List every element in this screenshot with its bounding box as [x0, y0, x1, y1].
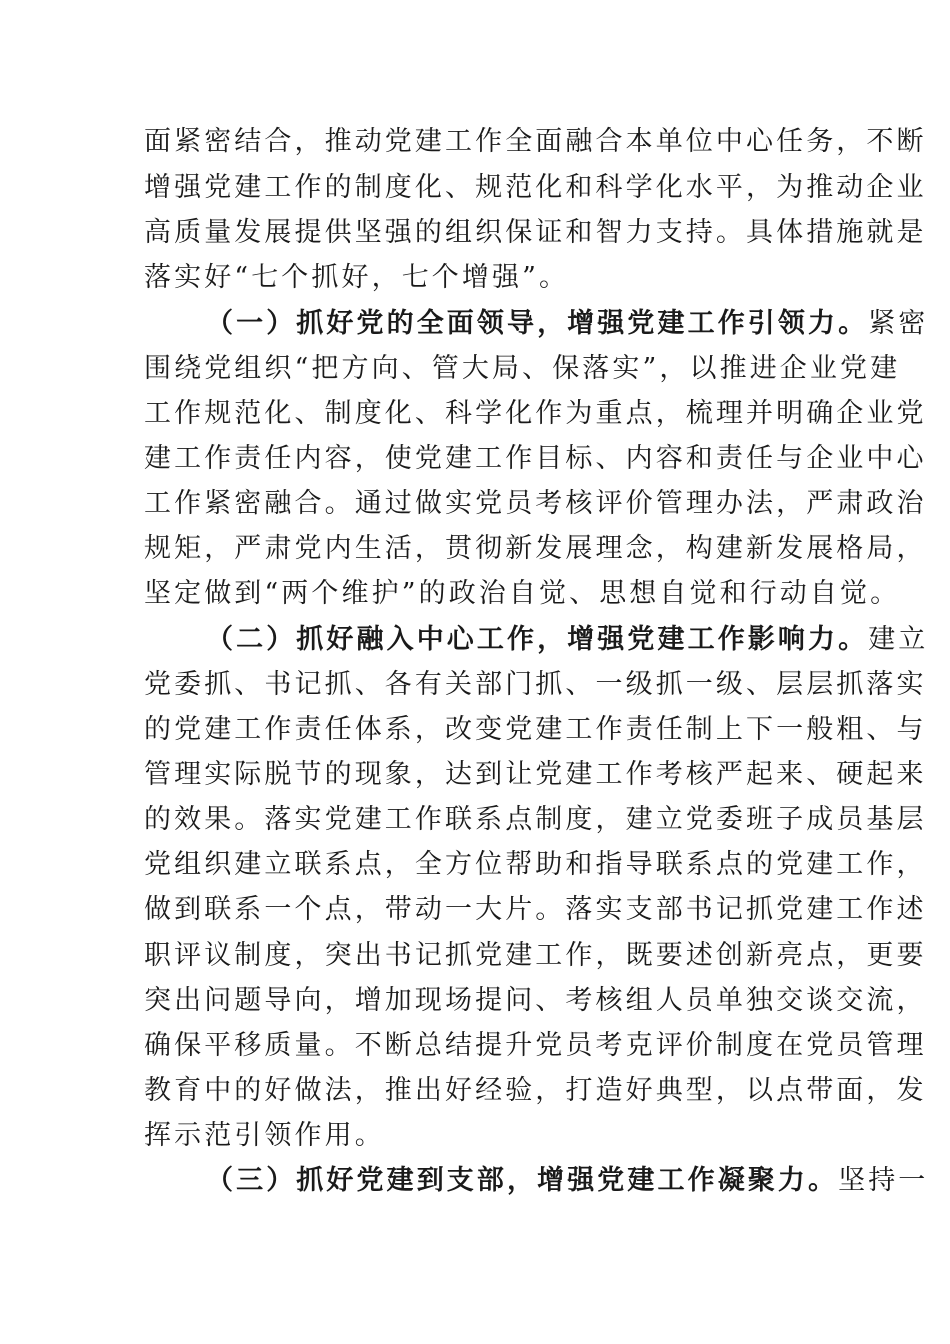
section-heading-line — [206, 622, 928, 658]
line-text: 挥示范引领作用。 — [144, 1120, 385, 1151]
line-text: 的效果。落实党建工作联系点制度，建立党委班子成员基层 — [144, 804, 927, 835]
paragraph-line — [144, 1028, 927, 1064]
paragraph-line — [144, 1118, 385, 1154]
paragraph-line — [144, 938, 927, 974]
paragraph-line — [144, 396, 927, 432]
paragraph-line — [144, 170, 927, 206]
line-text: 坚持一 — [838, 1165, 929, 1196]
section-heading: （三）抓好党建到支部，增强党建工作凝聚力。 — [206, 1165, 839, 1196]
line-text: 建立 — [868, 624, 929, 655]
line-text: 建工作责任内容，使党建工作目标、内容和责任与企业中心 — [144, 443, 927, 474]
paragraph-line — [144, 712, 927, 748]
paragraph-line — [144, 983, 927, 1019]
line-text: 突出问题导向，增加现场提问、考核组人员单独交谈交流， — [144, 985, 927, 1016]
line-text: 面紧密结合，推动党建工作全面融合本单位中心任务，不断 — [144, 126, 927, 157]
line-text: 的党建工作责任体系，改变党建工作责任制上下一般粗、与 — [144, 714, 927, 745]
section-heading-line — [206, 306, 928, 342]
section-heading-line — [206, 1163, 928, 1199]
paragraph-line — [144, 892, 927, 928]
paragraph-line — [144, 441, 927, 477]
line-text: 工作紧密融合。通过做实党员考核评价管理办法，严肃政治 — [144, 488, 927, 519]
line-text: 紧密 — [868, 308, 929, 339]
line-text: 党组织建立联系点，全方位帮助和指导联系点的党建工作， — [144, 849, 927, 880]
paragraph-line — [144, 576, 900, 612]
line-text: 工作规范化、制度化、科学化作为重点，梳理并明确企业党 — [144, 398, 927, 429]
paragraph-line — [144, 1073, 927, 1109]
paragraph-line — [144, 215, 927, 251]
line-text: 围绕党组织“把方向、管大局、保落实”，以推进企业党建 — [144, 353, 901, 384]
paragraph-line — [144, 531, 927, 567]
line-text: 确保平移质量。不断总结提升党员考克评价制度在党员管理 — [144, 1030, 927, 1061]
paragraph-line — [144, 757, 927, 793]
paragraph-line — [144, 802, 927, 838]
paragraph-line — [144, 667, 927, 703]
line-text: 坚定做到“两个维护”的政治自觉、思想自觉和行动自觉。 — [144, 578, 901, 609]
paragraph-line — [144, 847, 927, 883]
section-heading: （一）抓好党的全面领导，增强党建工作引领力。 — [206, 308, 869, 339]
paragraph-line — [144, 124, 927, 160]
line-text: 做到联系一个点，带动一大片。落实支部书记抓党建工作述 — [144, 894, 927, 925]
line-text: 规矩，严肃党内生活，贯彻新发展理念，构建新发展格局， — [144, 533, 927, 564]
line-text: 管理实际脱节的现象，达到让党建工作考核严起来、硬起来 — [144, 759, 927, 790]
paragraph-line — [144, 486, 927, 522]
line-text: 高质量发展提供坚强的组织保证和智力支持。具体措施就是 — [144, 217, 927, 248]
line-text: 职评议制度，突出书记抓党建工作，既要述创新亮点，更要 — [144, 940, 927, 971]
paragraph-line — [144, 260, 569, 296]
line-text: 增强党建工作的制度化、规范化和科学化水平，为推动企业 — [144, 172, 927, 203]
paragraph-line — [144, 351, 900, 387]
line-text: 教育中的好做法，推出好经验，打造好典型，以点带面，发 — [144, 1075, 927, 1106]
section-heading: （二）抓好融入中心工作，增强党建工作影响力。 — [206, 624, 869, 655]
line-text: 落实好“七个抓好，七个增强”。 — [144, 262, 570, 293]
line-text: 党委抓、书记抓、各有关部门抓、一级抓一级、层层抓落实 — [144, 669, 927, 700]
